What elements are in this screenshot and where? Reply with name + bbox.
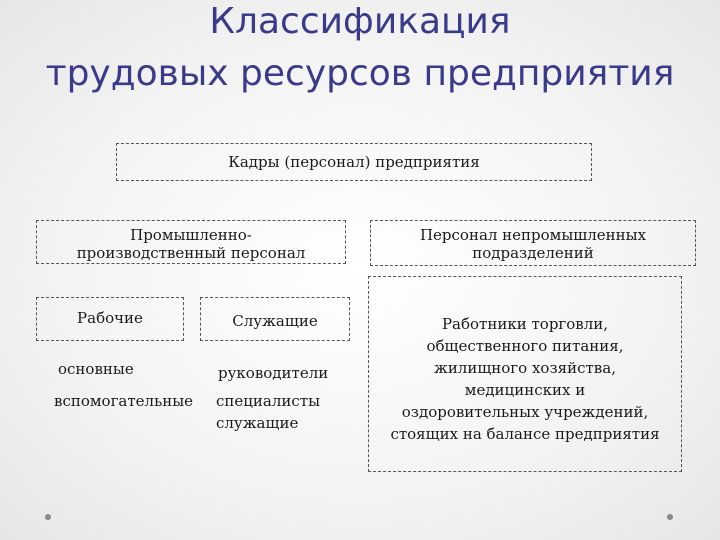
box-employees	[200, 297, 350, 341]
box-enterprise-personnel-label: Кадры (персонал) предприятия	[228, 153, 480, 171]
box-nonindustrial-personnel-line-2: подразделений	[472, 244, 594, 262]
label-auxiliary-workers: вспомогательные	[54, 392, 194, 410]
label-clerks: служащие	[216, 414, 299, 432]
workers-line-3: жилищного хозяйства,	[434, 359, 616, 377]
label-managers: руководители	[218, 364, 329, 382]
box-nonindustrial-personnel-line-1: Персонал непромышленных	[419, 226, 647, 244]
box-employees-label: Служащие	[232, 312, 318, 330]
box-nonindustrial-personnel	[370, 220, 696, 266]
workers-line-4: медицинских и	[464, 381, 586, 399]
title-line-2: трудовых ресурсов предприятия	[45, 53, 675, 94]
box-industrial-personnel	[36, 220, 346, 264]
box-industrial-personnel-line-2: производственный персонал	[76, 244, 306, 262]
workers-line-1: Работники торговли,	[441, 315, 609, 333]
workers-line-5: оздоровительных учреждений,	[401, 403, 649, 421]
box-industrial-personnel-line-1: Промышленно-	[130, 226, 252, 244]
workers-line-2: общественного питания,	[426, 337, 624, 355]
box-nonindustrial-workers	[368, 276, 682, 472]
workers-line-6: стоящих на балансе предприятия	[390, 425, 660, 443]
box-enterprise-personnel	[116, 143, 592, 181]
box-workers-label: Рабочие	[77, 309, 143, 327]
page-title	[0, 0, 720, 100]
slide-dot-left	[45, 514, 51, 520]
title-line-1: Классификация	[209, 1, 511, 42]
label-specialists: специалисты	[216, 392, 321, 410]
box-workers	[36, 297, 184, 341]
slide-dot-right	[667, 514, 673, 520]
label-main-workers: основные	[58, 360, 134, 378]
